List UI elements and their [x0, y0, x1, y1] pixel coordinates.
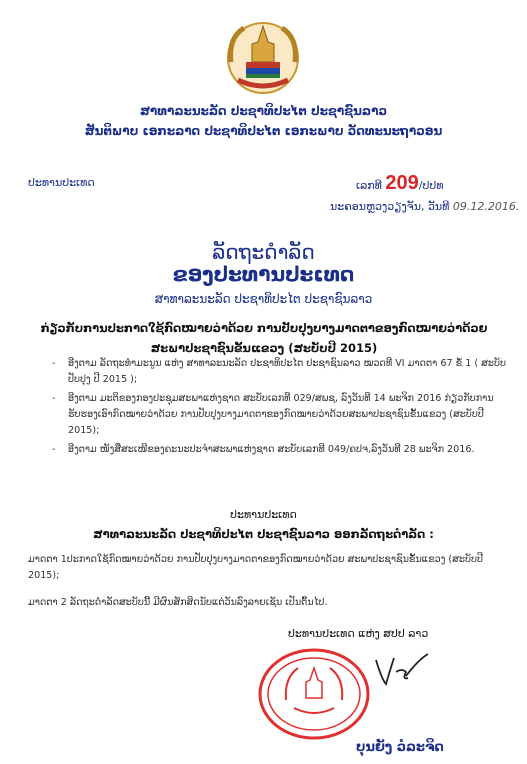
place-and-date	[330, 200, 519, 213]
article-2: ມາດຕາ 2 ລັດຖະດໍາລັດສະບັບນີ້ ມີຜົນສັກສິດນັບແຕ່ວັນລົງລາຍເຊັນ ເປັນຕົ້ນໄປ.	[28, 597, 328, 608]
country-header: ສາທາລະນະລັດ ປະຊາທິປະໄຕ ປະຊາຊົນລາວ	[139, 104, 388, 118]
reference-item: - ອີງຕາມ ມະຕິຂອງກອງປະຊຸມສະພາແຫ່ງຊາດ ສະບັບເລກທີ 029/ສພຊ, ລົງວັນທີ 14 ພະຈິກ 2016 ກ່ຽວກັບການຮັບຮອງເອົາກົດໝາຍວ່າດ້ວຍ ການປັບປຸງບາງມາດຕາຂອງກົດໝາຍວ່າດ້ວຍສະພາປະຊາຊົນຂັ້ນແຂວງ (ສະບັບປີ 2015);	[52, 391, 507, 439]
decree-intro: ສາທາລະນະລັດ ປະຊາທິປະໄຕ ປະຊາຊົນລາວ ອອກລັດຖະດໍາລັດ :	[93, 527, 434, 541]
lao-emblem-icon	[222, 18, 304, 96]
document-title: ລັດຖະດໍາລັດ	[212, 240, 315, 264]
reference-item: - ອີງຕາມ ລັດຖະທໍາມະນູນ ແຫ່ງ ສາທາລະນະລັດ ປະຊາທິປະໄຕ ປະຊາຊົນລາວ ໝວດທີ VI ມາດຕາ 67 ຂໍ້ 1 ( ສະບັບປັບປຸງ ປີ 2015 );	[52, 356, 507, 388]
date-value: 09.12.2016.	[452, 200, 520, 213]
issuing-office: ປະທານປະເທດ	[28, 176, 95, 189]
number-suffix: /ປປທ	[418, 179, 444, 192]
article-1: ມາດຕາ 1ປະກາດໃຊ້ກົດໝາຍວ່າດ້ວຍ ການປັບປຸງບາງມາດຕາຂອງກົດໝາຍວ່າດ້ວຍ ສະພາປະຊາຊົນຂັ້ນແຂວງ (ສະບັບປີ 2015);	[28, 554, 483, 581]
national-motto: ສັນຕິພາບ ເອກະລາດ ປະຊາທິປະໄຕ ເອກະພາບ ວັດທະນະຖາວອນ	[84, 124, 443, 138]
document-number	[356, 172, 443, 195]
reference-item: - ອີງຕາມ ໜັງສືສະເໜີຂອງຄະນະປະຈໍາສະພາແຫ່ງຊາດ ສະບັບເລກທີ 049/ຄປຈ,ລົງວັນທີ 28 ພະຈິກ 2016.	[52, 442, 507, 458]
decree-issuer-label: ປະທານປະເທດ	[230, 508, 297, 521]
legal-references	[52, 356, 507, 461]
subject-line-1: ກ່ຽວກັບການປະກາດໃຊ້ກົດໝາຍວ່າດ້ວຍ ການປັບປຸງບາງມາດຕາຂອງກົດໝາຍວ່າດ້ວຍ	[40, 321, 488, 335]
number-prefix: ເລກທີ	[356, 179, 382, 192]
subject-line-2: ສະພາປະຊາຊົນຂັ້ນແຂວງ (ສະບັບປີ 2015)	[150, 341, 378, 355]
place-label: ນະຄອນຫຼວງວຽງຈັນ, ວັນທີ	[330, 200, 450, 213]
official-seal-icon	[256, 642, 376, 742]
document-title-country: ສາທາລະນະລັດ ປະຊາທິປະໄຕ ປະຊາຊົນລາວ	[154, 292, 373, 306]
handwritten-signature	[372, 650, 432, 695]
decree-subject	[28, 318, 500, 358]
document-title-issuer: ຂອງປະທານປະເທດ	[172, 262, 355, 286]
signatory-name: ບຸນຍັງ ວໍລະຈິດ	[356, 740, 444, 755]
number-value: 209	[385, 172, 419, 194]
signatory-title: ປະທານປະເທດ ແຫ່ງ ສປປ ລາວ	[288, 627, 429, 640]
